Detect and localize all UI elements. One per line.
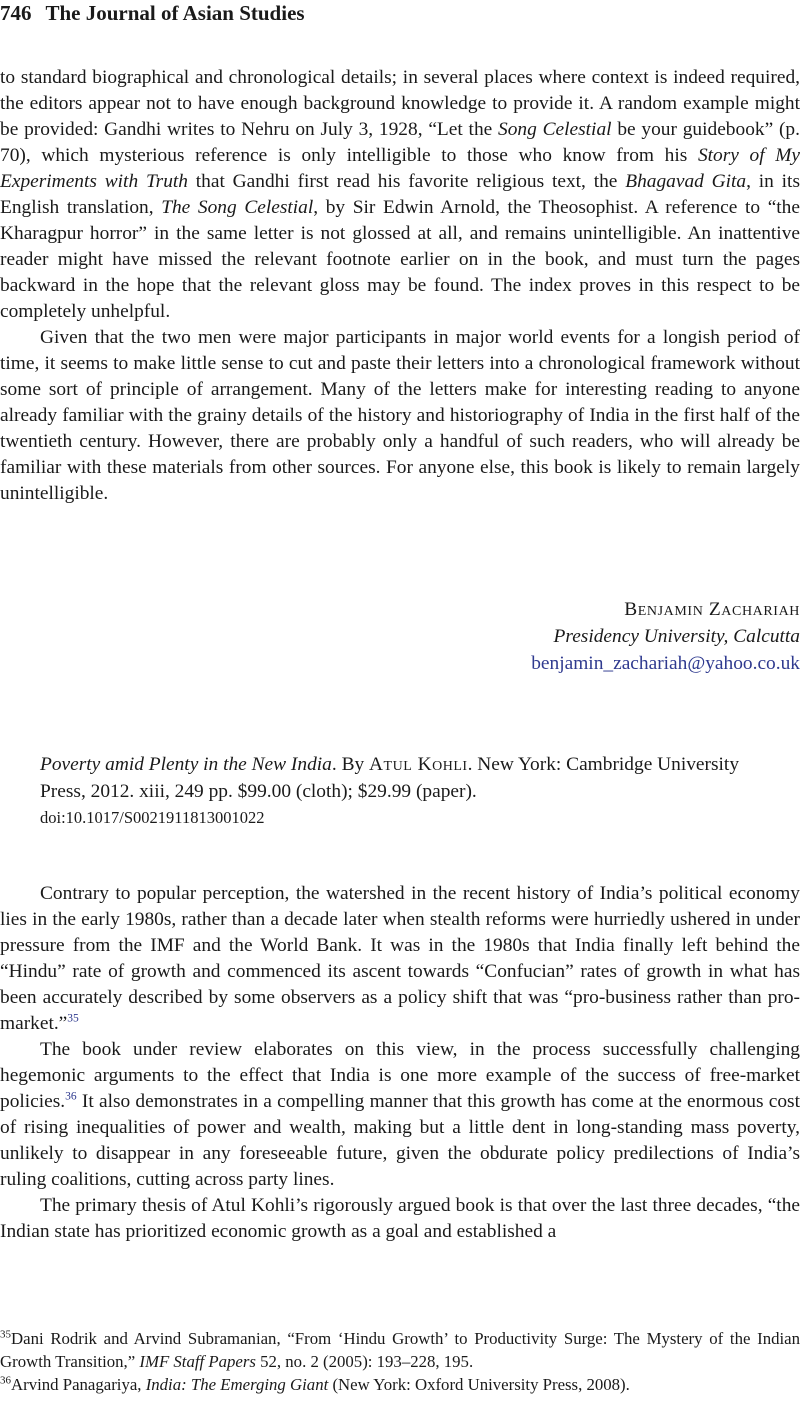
footnotes [0, 1327, 800, 1396]
doi-link[interactable]: doi:10.1017/S0021911813001022 [40, 808, 265, 827]
text-run: 52, no. 2 (2005): 193–228, 195. [255, 1352, 474, 1371]
text-run: (New York: Oxford University Press, 2008). [328, 1375, 630, 1394]
italic-title-experiments-with-truth: Story of My Experiments with Truth [0, 145, 800, 192]
book-author: Atul Kohli [369, 754, 468, 775]
page-number: 746 [0, 1, 32, 25]
review-2-paragraph-3: The primary thesis of Atul Kohli’s rigorously argued book is that over the last three decades, “the Indian state has prioritized economic growth as a goal and established a [0, 1195, 800, 1242]
footnote-number: 36 [0, 1374, 11, 1387]
reviewer-affiliation: Presidency University, Calcutta [553, 626, 800, 647]
review-1-body [0, 65, 800, 507]
review-2-body [0, 881, 800, 1245]
review-2-paragraph-1 [0, 881, 800, 1037]
by-text: . By [331, 754, 370, 775]
italic-journal-title: IMF Staff Papers [139, 1352, 256, 1371]
footnote-35 [0, 1327, 800, 1373]
italic-title-song-celestial: Song Celestial [498, 119, 612, 140]
text-run: to standard biographical and chronological details; in several places where context is indeed required, the editors appear not to have enough background knowledge to provide it. A random example might be provided: Gandhi writes to Nehru on July 3, 1928, “Let the [0, 67, 800, 140]
journal-title: The Journal of Asian Studies [45, 1, 305, 25]
reviewer-signature [531, 596, 800, 677]
publication-details: . New York: Cambridge University Press, 2012. xiii, 249 pp. $99.00 (cloth); $29.99 (paper). [40, 754, 740, 802]
text-run: Dani Rodrik and Arvind Subramanian, “From ‘Hindu Growth’ to Productivity Surge: The Mystery of the Indian Growth Transition,” [0, 1329, 800, 1371]
text-run: that Gandhi first read his favorite religious text, the [187, 171, 626, 192]
reviewer-email-link[interactable]: benjamin_zachariah@yahoo.co.uk [531, 653, 800, 674]
text-run: , in its English translation, [0, 171, 800, 218]
text-run: , by Sir Edwin Arnold, the Theosophist. A reference to “the Kharagpur horror” in the same letter is not glossed at all, and remains unintelligible. An inattentive reader might have missed the relevant footnote earlier on in the book, and must turn the pages backward in the hope that the relevant gloss may be found. The index proves in this respect to be completely unhelpful. [0, 197, 800, 322]
italic-book-title: India: The Emerging Giant [145, 1375, 329, 1394]
text-run: be your guidebook” (p. 70), which mysterious reference is only intelligible to those who know from his [0, 119, 800, 166]
text-run: Contrary to popular perception, the watershed in the recent history of India’s political economy lies in the early 1980s, rather than a decade later when stealth reforms were hurriedly ushered in under pressure from the IMF and the World Bank. It was in the 1980s that India finally left behind the “Hindu” rate of growth and commenced its ascent towards “Confucian” rates of growth in what has been accurately described by some observers as a policy shift that was “pro-business rather than pro-market.” [0, 883, 800, 1034]
text-run: The book under review elaborates on this view, in the process successfully challenging hegemonic arguments to the effect that India is one more example of the success of free-market policies. [0, 1039, 800, 1112]
italic-title-bhagavad-gita: Bhagavad Gita [625, 171, 747, 192]
italic-title-the-song-celestial: The Song Celestial [161, 197, 314, 218]
footnote-ref-36[interactable]: 36 [65, 1090, 77, 1103]
footnote-ref-35[interactable]: 35 [67, 1012, 79, 1025]
reviewer-name: Benjamin Zachariah [624, 599, 800, 620]
footnote-number: 35 [0, 1328, 11, 1341]
review-1-paragraph-2: Given that the two men were major participants in major world events for a longish period of time, it seems to make little sense to cut and paste their letters into a chronological framework without some sort of principle of arrangement. Many of the letters make for interesting reading to anyone already familiar with the grainy details of the history and historiography of India in the first half of the twentieth century. However, there are probably only a handful of such readers, who will already be familiar with these materials from other sources. For anyone else, this book is likely to remain largely unintelligible. [0, 327, 800, 504]
review-2-paragraph-2 [0, 1037, 800, 1193]
book-title: Poverty amid Plenty in the New India [40, 754, 332, 775]
text-run: It also demonstrates in a compelling manner that this growth has come at the enormous cost of rising inequalities of power and wealth, making but a little dent in long-standing mass poverty, unlikely to disappear in any foreseeable future, given the obdurate policy predilections of India’s ruling coalitions, cutting across party lines. [0, 1091, 800, 1190]
review-1-paragraph-1 [0, 65, 800, 325]
running-head [0, 0, 305, 30]
footnote-36 [0, 1373, 800, 1396]
text-run: Arvind Panagariya, [11, 1375, 146, 1394]
review-2-header [40, 751, 770, 831]
